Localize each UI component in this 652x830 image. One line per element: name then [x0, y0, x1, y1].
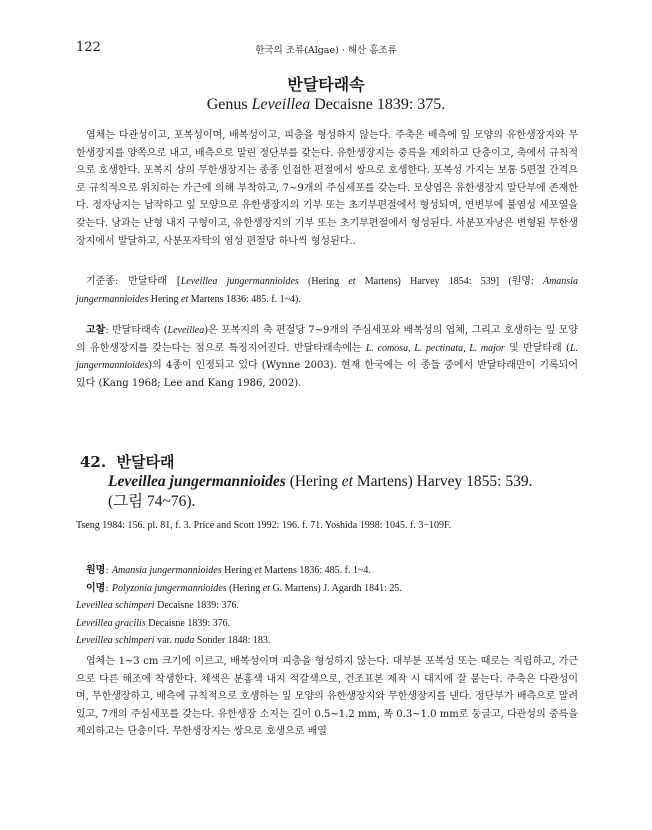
- species-korean-name: 반달타래: [116, 453, 175, 471]
- species-description: 엽체는 1~3 cm 크기에 이르고, 배복성이며 피층을 형성하지 않는다. 대부분 포복성 또는 때로는 직립하고, 가근으로 다른 해조에 착생한다. 체색은 분홍색 내지 적갈색으로, 건조표본 제작 시 대지에 잘 붙는다. 주축은 다관성이며, 무한생장하고, 배측에 규칙적으로 호생하는 잎 모양의 유한생장지와 무한생장지를 낸다. 정단부가 배측으로 말려있고, 7개의 주심세포를 갖는다. 유한생장 소지는 길이 0.5~1.2 mm, 폭 0.3~1.0 mm로 둥글고, 다관성의 중륵을 제외하고는 단층이다. 무한생장지는 쌍으로 호생으로 배열: [76, 656, 578, 738]
- basionym: 원명: Amansia jungermannioides Hering et Martens 1836: 485. f. 1~4.: [86, 565, 371, 576]
- genus-discussion: 고찰: 반달타래속 (Leveillea)은 포복지의 축 편절당 7~9개의 주심세포와 배복성의 엽체, 그리고 호생하는 잎 모양의 유한생장지를 갖는다는 점으로 특징지어진다. 반달타래속에는 L. comosa, L. pectinata, L. major 및 반달타래 (L. jungermannioides)의 4종이 인정되고 있다 (Wynne 2003). 현재 한국에는 이 종들 중에서 반달타래만이 기록되어 있다 (Kang 1968; Lee and Kang 1986, 2002).: [76, 325, 578, 389]
- species-heading: [80, 452, 580, 512]
- type-species: 기준종: 반달타래 [Leveillea jungermannioides (Hering et Martens) Harvey 1854: 539] (원명: Amansia jungermannioides Hering et Martens 1836: 485. f. 1~4).: [76, 276, 578, 305]
- species-references: Tseng 1984: 156. pl. 81, f. 3. Price and Scott 1992: 196. f. 71. Yoshida 1998: 1045. f. 3−109F.: [76, 520, 452, 531]
- page-number: 122: [76, 40, 101, 55]
- synonym-item: Leveillea gracilis Decaisne 1839: 376.: [76, 617, 231, 629]
- genus-description: 엽체는 다관성이고, 포복성이며, 배복성이고, 피층을 형성하지 않는다. 주축은 배측에 잎 모양의 유한생장지와 무한생장지를 양쪽으로 내고, 배측으로 말린 정단부를 갖는다. 유한생장지는 중륵을 제외하고 단층이고, 축에서 규칙적으로 호생한다. 포복지 상의 무한생장지는 종종 인접한 편절에서 쌍으로 호생한다. 포복성 가지는 보통 5편절 간격으로 규칙적으로 위치하는 가근에 의해 부착하고, 7~9개의 주심세포를 갖는다. 모상엽은 유한생장지 말단부에 존재한다. 정자낭지는 납작하고 잎 모양으로 유한생장지의 기부 또는 초기부편절에서 형성되며, 연변부에 불염성 세포열을 갖는다. 낭과는 난형 내지 구형이고, 유한생장지의 기부 또는 초기부편절에서 형성된다. 사분포자낭은 변형된 무한생장지에서 발달하고, 사분포자탁의 염성 편절당 하나씩 형성된다..: [76, 130, 578, 247]
- genus-latin-title: Genus Leveillea Decaisne 1839: 375.: [206, 96, 446, 113]
- synonym-item: Leveillea schimperi var. nuda Sonder 1848: 183.: [76, 635, 271, 647]
- synonym-item: Leveillea schimperi Decaisne 1839: 376.: [76, 600, 240, 612]
- running-title: 한국의 조류(Algae) · 해산 홍조류: [255, 45, 397, 56]
- genus-korean-name: 반달타래속: [287, 75, 365, 94]
- species-latin-name: Leveillea jungermannioides (Hering et Martens) Harvey 1855: 539.: [108, 473, 533, 490]
- species-figures: (그림 74~76).: [108, 493, 196, 510]
- species-number: 42.: [80, 453, 107, 471]
- synonymy: [76, 562, 578, 650]
- synonym: 이명: Polyzonia jungermannioides (Hering et G. Martens) J. Agardh 1841: 25.: [86, 582, 402, 594]
